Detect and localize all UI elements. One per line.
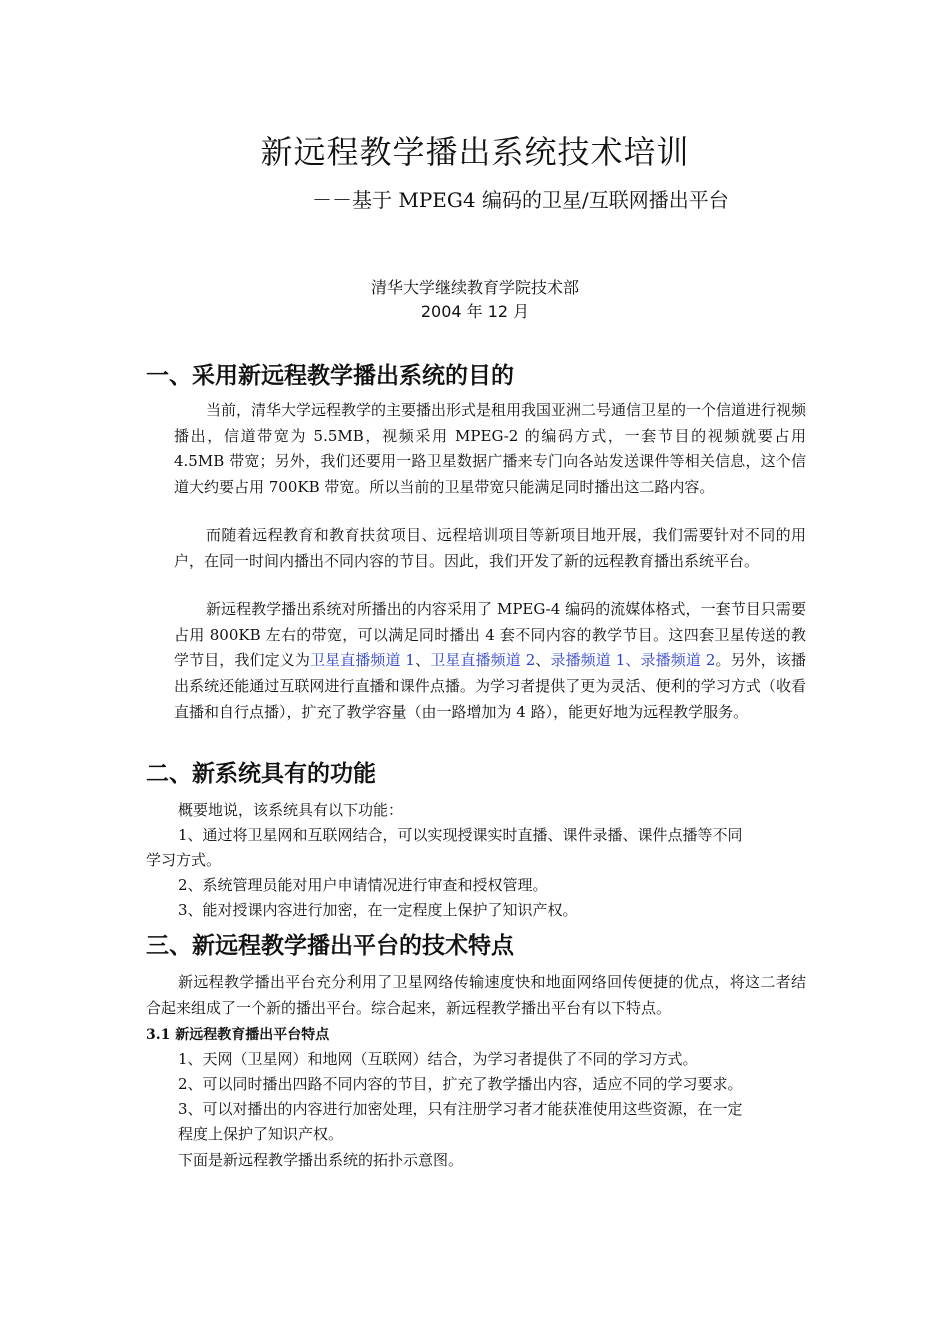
- channel-recorded-1[interactable]: 录播频道 1: [550, 651, 626, 670]
- feature-item-1-cont: 学习方式。: [146, 851, 222, 869]
- separator: 、: [625, 651, 641, 670]
- document-subtitle: －－基于 MPEG4 编码的卫星/互联网播出平台: [312, 188, 729, 212]
- section-1-heading: 一、采用新远程教学播出系统的目的: [146, 363, 514, 389]
- channel-satellite-live-2[interactable]: 卫星直播频道 2: [430, 651, 536, 670]
- feature-item-3: 3、能对授课内容进行加密，在一定程度上保护了知识产权。: [178, 901, 578, 919]
- section-1-paragraph-1: 当前，清华大学远程教学的主要播出形式是租用我国亚洲二号通信卫星的一个信道进行视频播出，信道带宽为 5.5MB，视频采用 MPEG-2 的编码方式，一套节目的视频就要占用 4.5MB 带宽；另外，我们还要用一路卫星数据广播来专门向各站发送课件等相关信息，这个信道大约要占用 700KB 带宽。所以当前的卫星带宽只能满足同时播出这二路内容。: [174, 401, 807, 497]
- feature-item-2: 2、系统管理员能对用户申请情况进行审查和授权管理。: [178, 876, 548, 894]
- section-2-intro: 概要地说，该系统具有以下功能：: [178, 801, 404, 819]
- feature-point-1: 1、天网（卫星网）和地网（互联网）结合，为学习者提供了不同的学习方式。: [178, 1050, 698, 1068]
- section-1-paragraph-2: 而随着远程教育和教育扶贫项目、远程培训项目等新项目地开展，我们需要针对不同的用户，在同一时间内播出不同内容的节目。因此，我们开发了新的远程教育播出系统平台。: [174, 526, 806, 570]
- separator: 、: [535, 651, 551, 670]
- separator: 、: [414, 651, 431, 670]
- topology-intro: 下面是新远程教学播出系统的拓扑示意图。: [178, 1151, 464, 1169]
- feature-point-3: 3、可以对播出的内容进行加密处理，只有注册学习者才能获准使用这些资源，在一定: [178, 1100, 743, 1118]
- document-title: 新远程教学播出系统技术培训: [260, 133, 690, 171]
- section-3-intro: 新远程教学播出平台充分利用了卫星网络传输速度快和地面网络回传便捷的优点，将这二者结合起来组成了一个新的播出平台。综合起来，新远程教学播出平台有以下特点。: [146, 973, 806, 1017]
- document-date: 2004 年 12 月: [420, 302, 530, 321]
- section-2-heading: 二、新系统具有的功能: [146, 761, 376, 787]
- paragraph-3-text-b: 。另外，该播出系统还能通过互联网进行直播和课件点播。为学习者提供了更为灵活、便利的学习方式（收看直播和自行点播），扩充了教学容量（由一路增加为 4 路），能更好地为远程教学服务。: [174, 651, 806, 721]
- channel-satellite-live-1[interactable]: 卫星直播频道 1: [309, 651, 415, 670]
- feature-point-3-cont: 程度上保护了知识产权。: [178, 1125, 344, 1143]
- feature-item-1: 1、通过将卫星网和互联网结合，可以实现授课实时直播、课件录播、课件点播等不同: [178, 826, 743, 844]
- feature-point-2: 2、可以同时播出四路不同内容的节目，扩充了教学播出内容，适应不同的学习要求。: [178, 1075, 743, 1093]
- section-3-heading: 三、新远程教学播出平台的技术特点: [146, 933, 514, 959]
- organization: 清华大学继续教育学院技术部: [370, 278, 579, 297]
- section-1-paragraph-3: [174, 597, 806, 726]
- channel-recorded-2[interactable]: 录播频道 2: [640, 651, 716, 670]
- section-3-1-heading: 3.1 新远程教育播出平台特点: [146, 1027, 330, 1043]
- paragraph-3-text-a: 新远程教学播出系统对所播出的内容采用了 MPEG-4 编码的流媒体格式，一套节目只需要占用 800KB 左右的带宽，可以满足同时播出 4 套不同内容的教学节目。这四套卫星传送的教学节目，我们定义为: [174, 600, 806, 670]
